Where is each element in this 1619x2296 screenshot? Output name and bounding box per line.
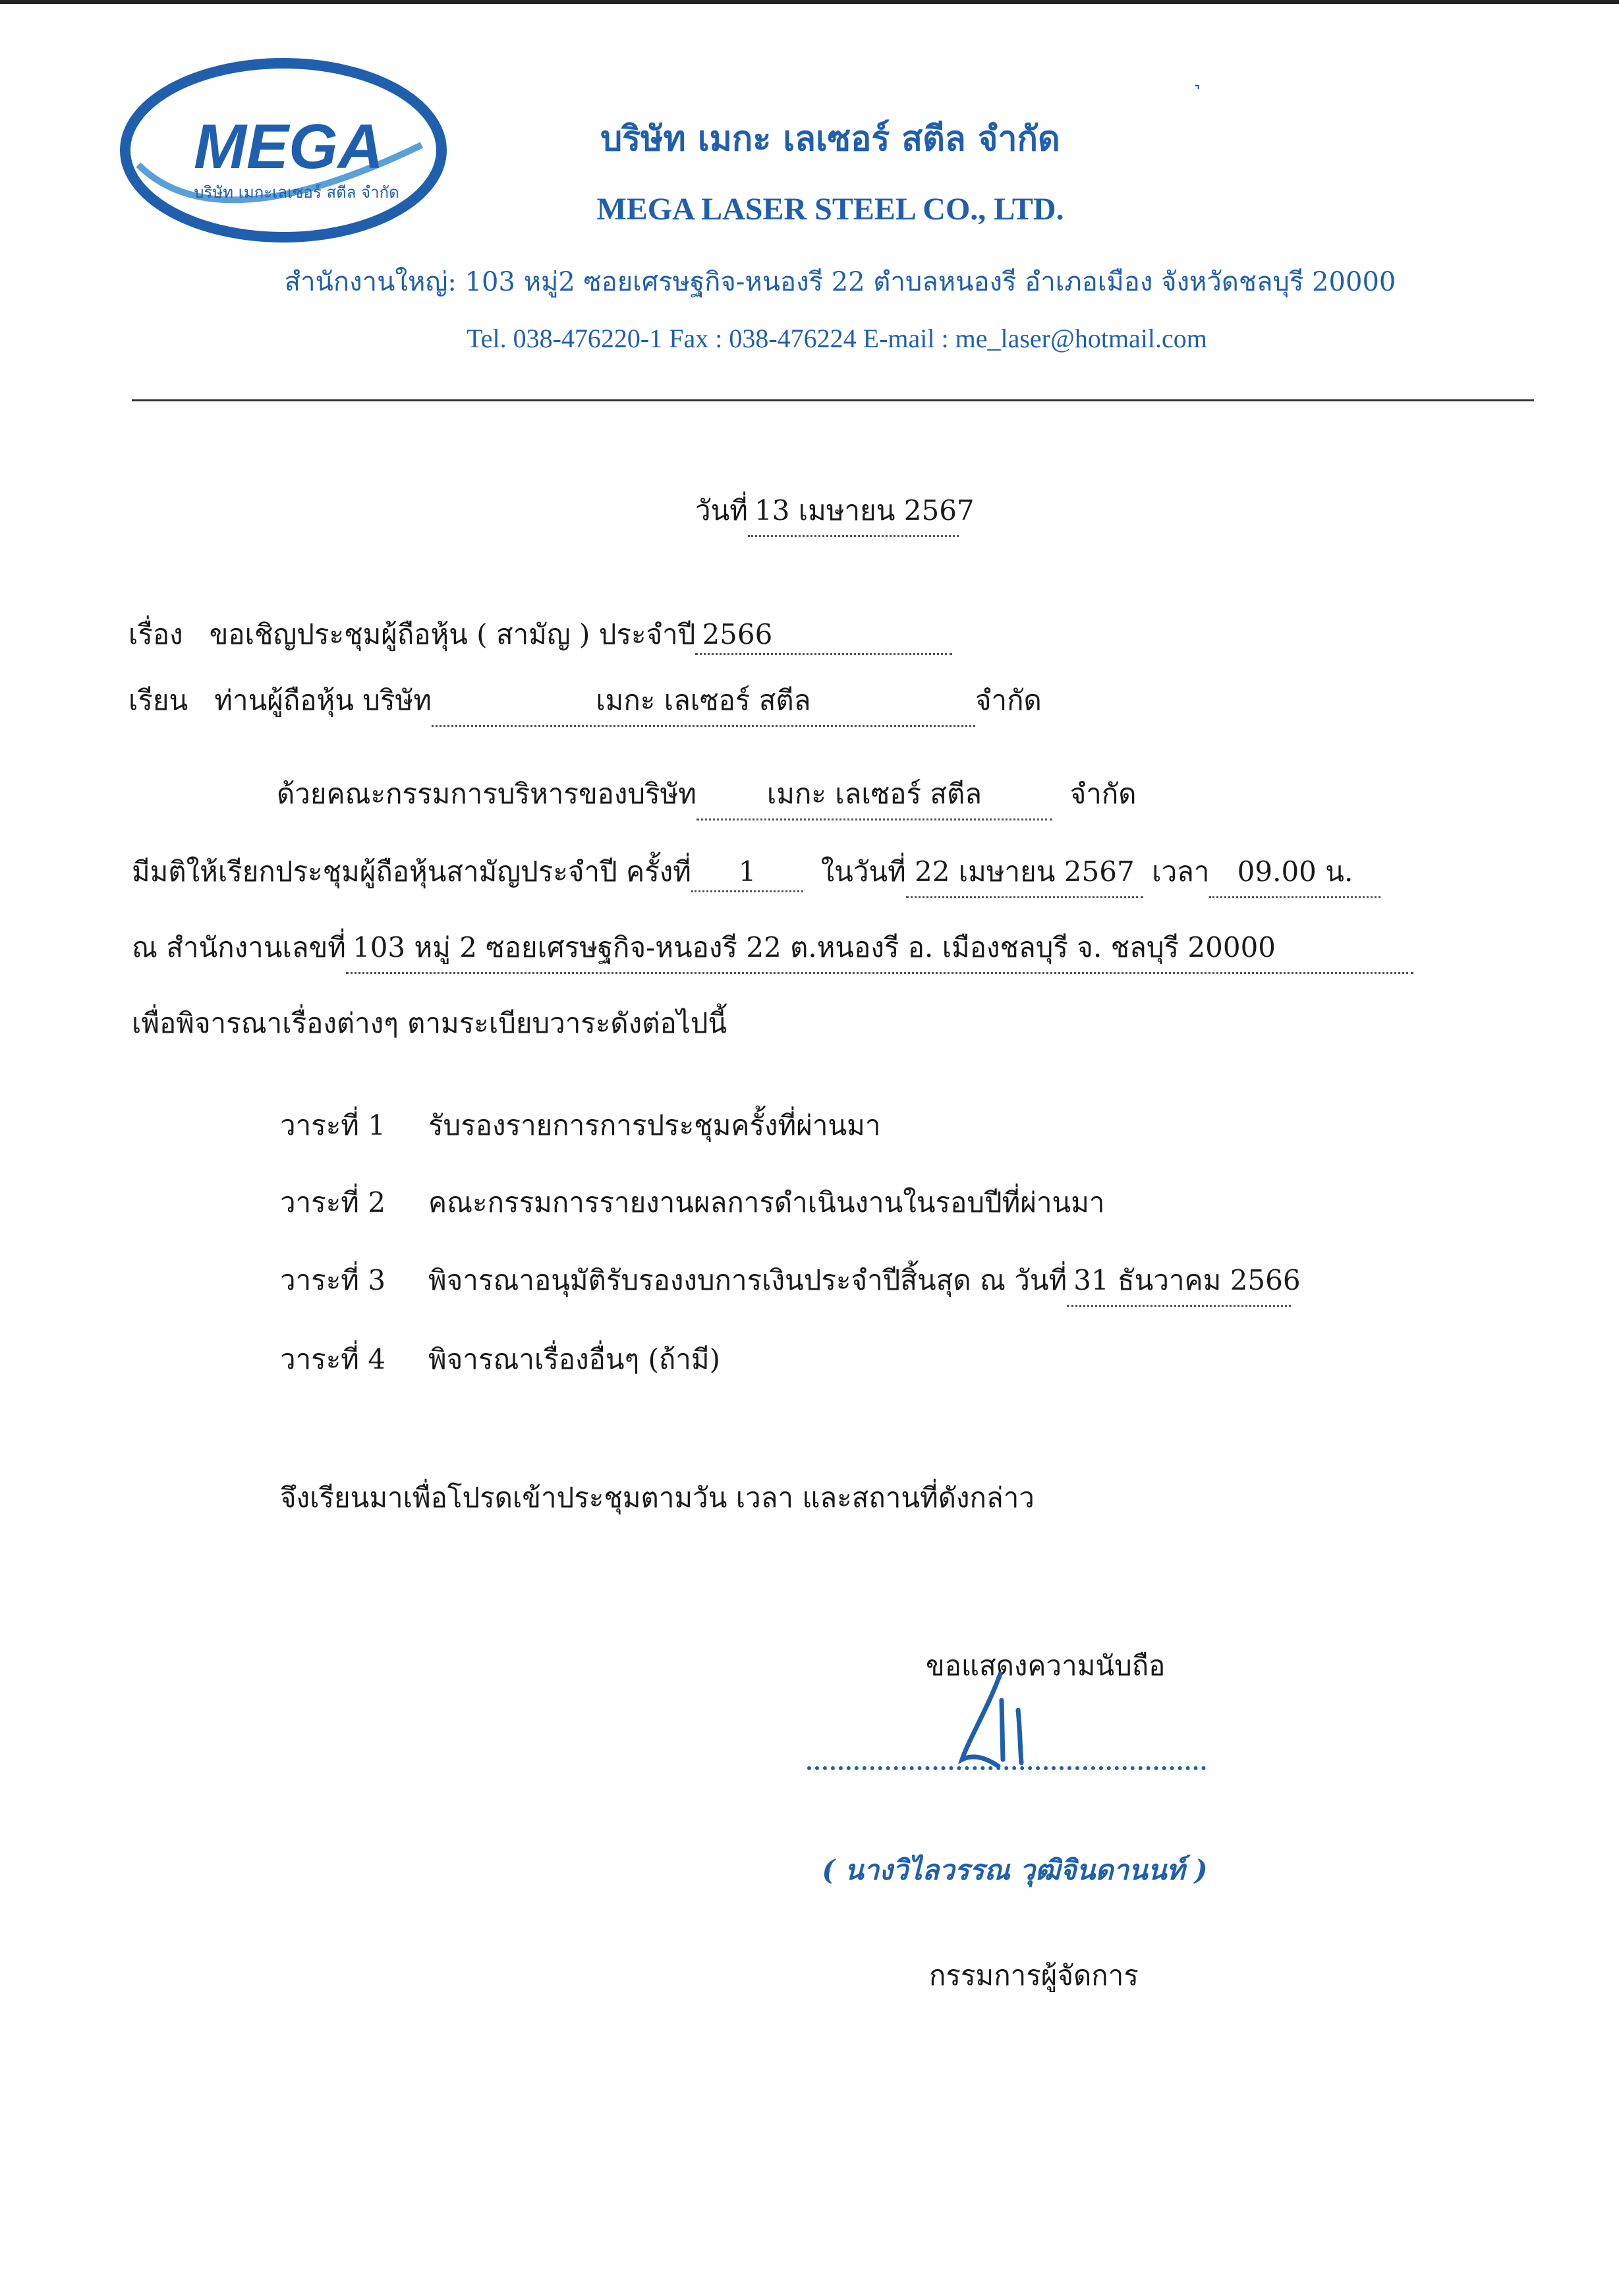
scan-edge: [0, 0, 1619, 4]
subject-text: ขอเชิญประชุมผู้ถือหุ้น ( สามัญ ) ประจำปี: [209, 618, 696, 650]
meeting-date: 22 เมษายน 2567: [906, 850, 1143, 898]
body-line-1: [277, 772, 1137, 820]
body-line-2: [132, 850, 1380, 898]
recipient-label: เรียน: [128, 684, 188, 716]
body-line-1-text: ด้วยคณะกรรมการบริหารของบริษัท: [277, 778, 696, 810]
header-divider: [132, 399, 1534, 401]
company-name-english: MEGA LASER STEEL CO., LTD.: [596, 192, 1064, 227]
meeting-time: 09.00 น.: [1209, 850, 1380, 898]
meeting-number: 1: [691, 855, 803, 892]
closing-text: จึงเรียนมาเพื่อโปรดเข้าประชุมตามวัน เวลา และสถานที่ดังกล่าว: [280, 1481, 1035, 1514]
date-label: วันที่: [695, 494, 748, 527]
scan-mark: ˺: [1193, 78, 1202, 109]
meeting-date-label: ในวันที่: [820, 855, 906, 888]
body-line-1-company: เมกะ เลเซอร์ สตีล: [696, 772, 1052, 820]
agenda-date: 31 ธันวาคม 2566: [1067, 1259, 1291, 1307]
recipient-text: ท่านผู้ถือหุ้น บริษัท: [214, 684, 432, 716]
agenda-number: วาระที่ 2: [280, 1186, 386, 1219]
svg-text:MEGA: MEGA: [194, 111, 383, 182]
meeting-location: 103 หมู่ 2 ซอยเศรษฐกิจ-หนองรี 22 ต.หนองรี อ. เมืองชลบุรี จ. ชลบุรี 20000: [346, 926, 1413, 974]
subject-line: [128, 613, 952, 656]
signature-line: [807, 1766, 1206, 1770]
recipient-company: เมกะ เลเซอร์ สตีล: [432, 679, 975, 727]
signatory-title: กรรมการผู้จัดการ: [929, 1959, 1139, 1992]
agenda-number: วาระที่ 4: [280, 1343, 386, 1375]
agenda-item-3: [280, 1259, 1301, 1307]
agenda-text: พิจารณาอนุมัติรับรองงบการเงินประจำปีสิ้นสุด ณ วันที่: [428, 1264, 1067, 1296]
agenda-item-4: [280, 1338, 720, 1381]
regards: ขอแสดงความนับถือ: [926, 1650, 1166, 1682]
agenda-text: รับรองรายการการประชุมครั้งที่ผ่านมา: [428, 1109, 881, 1141]
agenda-item-2: [280, 1181, 1105, 1224]
subject-label: เรื่อง: [128, 618, 183, 650]
agenda-number: วาระที่ 1: [280, 1109, 386, 1141]
meeting-time-label: เวลา: [1152, 855, 1210, 888]
body-line-1-suffix: จำกัด: [1069, 778, 1137, 810]
company-contact: Tel. 038-476220-1 Fax : 038-476224 E-mail : me_laser@hotmail.com: [467, 324, 1207, 353]
location-label: ณ สำนักงานเลขที่: [132, 931, 346, 963]
body-line-3: [132, 926, 1413, 974]
agenda-text: พิจารณาเรื่องอื่นๆ (ถ้ามี): [428, 1343, 720, 1375]
company-name-thai: บริษัท เมกะ เลเซอร์ สตีล จำกัด: [600, 119, 1060, 159]
handwritten-signature: [942, 1661, 1048, 1779]
date-value: 13 เมษายน 2567: [748, 489, 959, 537]
recipient-suffix: จำกัด: [975, 684, 1042, 716]
meeting-call-text: มีมติให้เรียกประชุมผู้ถือหุ้นสามัญประจำปี ครั้งที่: [132, 855, 691, 888]
agenda-text: คณะกรรมการรายงานผลการดำเนินงานในรอบปีที่ผ่านมา: [428, 1186, 1105, 1219]
agenda-item-1: [280, 1104, 880, 1147]
mega-logo: [112, 33, 455, 257]
subject-year: 2566: [695, 618, 952, 655]
signatory-name: ( นางวิไลวรรณ วุฒิจินดานนท์ ): [822, 1854, 1208, 1886]
company-address: สำนักงานใหญ่: 103 หมู่2 ซอยเศรษฐกิจ-หนองรี 22 ตำบลหนองรี อำเภอเมือง จังหวัดชลบุรี 20000: [284, 267, 1396, 297]
body-line-4: เพื่อพิจารณาเรื่องต่างๆ ตามระเบียบวาระดังต่อไปนี้: [132, 1007, 727, 1039]
letter-date: [695, 489, 975, 537]
recipient-line: [128, 679, 1042, 727]
agenda-number: วาระที่ 3: [280, 1264, 386, 1296]
svg-text:บริษัท เมกะเลเซอร์ สตีล จำกัด: บริษัท เมกะเลเซอร์ สตีล จำกัด: [194, 183, 399, 202]
